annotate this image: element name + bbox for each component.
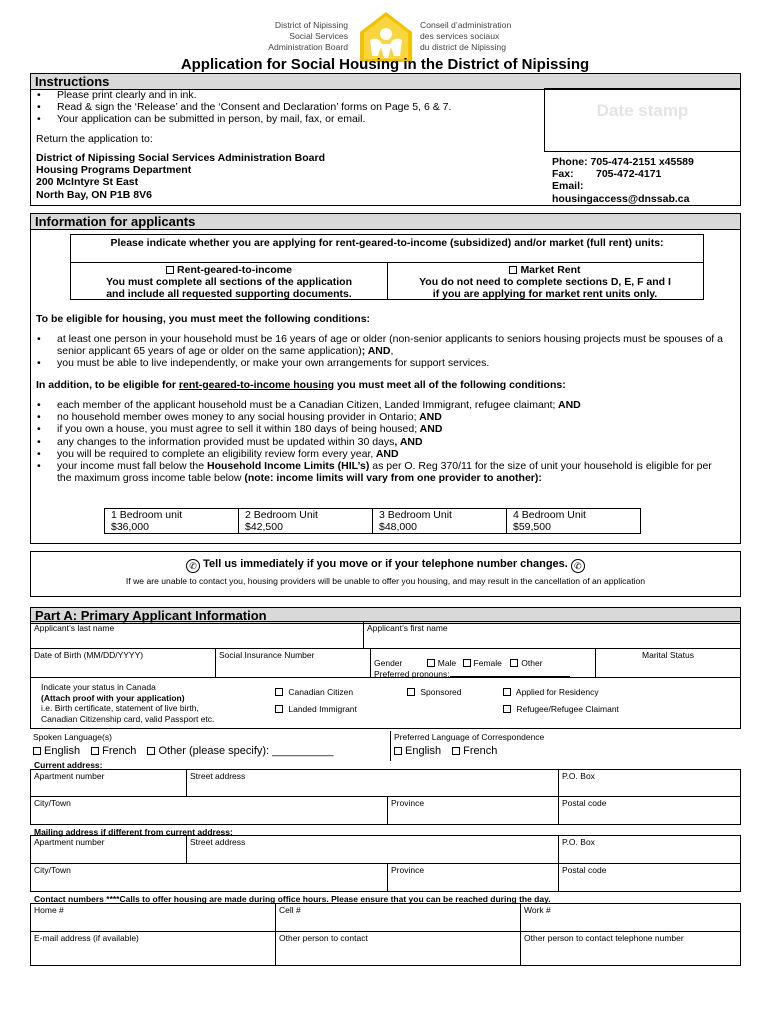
return-label: Return the application to:: [36, 133, 153, 145]
notice-main: [31, 558, 740, 573]
rgi-checkbox[interactable]: [166, 266, 174, 274]
contact-numbers-label: Contact numbers ****Calls to offer housing are made during office hours. Please ensure that you can be reached during the day.: [34, 894, 551, 904]
rgi-label: Rent-geared-to-income: [177, 264, 292, 276]
email-label: Email:: [552, 180, 584, 193]
item-bold: AND: [417, 423, 443, 436]
landed-immigrant-checkbox[interactable]: [275, 705, 283, 713]
email-value: housingaccess@dnssab.ca: [552, 192, 690, 205]
heading-text: you must meet all of the following conditions:: [334, 379, 566, 391]
option-label: Applied for Residency: [515, 687, 599, 697]
field-label: Apartment number: [34, 837, 105, 847]
item-bold: ; AND: [361, 345, 391, 358]
male-label: Male: [437, 658, 457, 668]
home-phone-field[interactable]: [30, 903, 276, 932]
status-option[interactable]: [503, 687, 599, 697]
field-label: P.O. Box: [562, 771, 595, 781]
org-line: Administration Board: [268, 42, 348, 52]
option-label: French: [102, 745, 137, 757]
option-label: Refugee/Refugee Claimant: [516, 704, 619, 714]
market-option[interactable]: [389, 264, 701, 301]
female-label: Female: [473, 658, 502, 668]
gender-label: Gender: [374, 658, 403, 668]
phone-icon: ✆: [186, 559, 200, 573]
spoken-french-checkbox[interactable]: [91, 747, 99, 755]
unit-cell: [239, 509, 373, 534]
rgi-note: and include all requested supporting documents.: [106, 288, 352, 301]
unit-label: 3 Bedroom Unit: [379, 509, 452, 521]
fax-value: 705-472-4171: [596, 168, 662, 181]
unit-type-question: Please indicate whether you are applying for rent-geared-to-income (subsidized) and/or market (full rent) units:: [110, 237, 664, 249]
option-label: English: [405, 745, 442, 757]
refugee-checkbox[interactable]: [503, 705, 511, 713]
mailing-postal-field[interactable]: [558, 863, 741, 892]
list-item: • you must be able to live independently, or make your own arrangements for support services.: [34, 357, 724, 369]
status-option[interactable]: [407, 687, 462, 697]
field-label: Other person to contact: [279, 933, 368, 943]
spoken-english-checkbox[interactable]: [33, 747, 41, 755]
option-label: Other (please specify): __________: [158, 745, 334, 757]
status-option[interactable]: [275, 687, 353, 697]
item-text: your income must fall below the: [57, 460, 207, 473]
pronouns-label: Preferred pronouns:: [374, 669, 450, 679]
field-label: Postal code: [562, 865, 607, 875]
item-text: ,: [390, 345, 394, 358]
applicants-info-heading: Information for applicants: [30, 213, 741, 230]
mailing-city-field[interactable]: [30, 863, 388, 892]
notice-main-text: Tell us immediately if you move or if your telephone number changes.: [203, 558, 568, 570]
first-name-field[interactable]: [363, 621, 741, 649]
field-label: City/Town: [34, 798, 71, 808]
current-province-field[interactable]: [387, 796, 559, 825]
field-label: Province: [391, 865, 425, 875]
option-label: Canadian Citizen: [288, 687, 354, 697]
org-name-french: [420, 20, 550, 53]
email-field[interactable]: [30, 931, 276, 966]
date-stamp-label: Date stamp: [596, 101, 689, 120]
mailing-po-box-field[interactable]: [558, 835, 741, 864]
option-label: Sponsored: [420, 687, 462, 697]
address-line: Housing Programs Department: [36, 164, 192, 177]
address-line: 200 McIntyre St East: [36, 176, 139, 189]
unit-limit: $48,000: [379, 521, 417, 533]
org-line: des services sociaux: [420, 31, 500, 41]
market-label: Market Rent: [520, 264, 581, 276]
current-po-box-field[interactable]: [558, 769, 741, 797]
rgi-conditions-list: [34, 399, 714, 484]
market-note: You do not need to complete sections D, E, F and I: [419, 276, 671, 289]
list-item: [34, 436, 714, 448]
income-limits-table: [104, 508, 641, 534]
unit-cell: [105, 509, 239, 534]
mailing-address-label: Mailing address if different from current address:: [34, 827, 233, 837]
option-label: Landed Immigrant: [288, 704, 357, 714]
status-option[interactable]: [275, 704, 357, 714]
notice-box: [30, 551, 741, 597]
current-street-field[interactable]: [186, 769, 559, 797]
mailing-province-field[interactable]: [387, 863, 559, 892]
current-postal-field[interactable]: [558, 796, 741, 825]
other-gender-label: Other: [521, 658, 543, 668]
unit-label: 1 Bedroom unit: [111, 509, 183, 521]
item-text: as per O. Reg 370/11 for the size of unit your household is eligible for per the maximum gross income table below: [57, 460, 712, 485]
notice-sub: If we are unable to contact you, housing providers will be unable to offer you housing, and may result in the cancellation of an application: [125, 576, 646, 586]
item-bold: (note: income limits will vary from one provider to another):: [244, 472, 542, 485]
work-phone-field[interactable]: [520, 903, 741, 932]
mailing-apartment-field[interactable]: [30, 835, 187, 864]
instructions-list: [34, 89, 544, 126]
dob-field[interactable]: [30, 648, 216, 678]
item-bold: AND: [416, 411, 442, 424]
eligibility-list: [34, 333, 724, 370]
list-item: [34, 399, 714, 411]
current-address-label: Current address:: [34, 760, 103, 770]
applied-residency-checkbox[interactable]: [503, 688, 511, 696]
corr-french-checkbox[interactable]: [452, 747, 460, 755]
item-bold: Household Income Limits (HIL’s): [206, 460, 370, 473]
status-label: Indicate your status in Canada: [41, 682, 156, 692]
current-apartment-field[interactable]: [30, 769, 187, 797]
list-item: [34, 423, 714, 435]
last-name-field[interactable]: [30, 621, 364, 649]
field-label: Street address: [190, 837, 246, 847]
item-text: if you own a house, you must agree to sell it within 180 days of being housed;: [57, 423, 418, 436]
male-checkbox[interactable]: [427, 659, 435, 667]
field-label: Preferred Language of Correspondence: [394, 732, 545, 742]
item-bold: AND: [555, 399, 581, 411]
option-label: French: [463, 745, 498, 757]
instructions-heading: Instructions: [30, 73, 741, 90]
phone-label: Phone:: [552, 156, 588, 168]
address-line: North Bay, ON P1B 8V6: [36, 188, 152, 201]
field-label: Applicant’s first name: [367, 623, 448, 633]
status-option[interactable]: [503, 704, 619, 714]
option-label: English: [44, 745, 81, 757]
market-checkbox[interactable]: [509, 266, 517, 274]
unit-label: 2 Bedroom Unit: [245, 509, 318, 521]
unit-limit: $59,500: [513, 521, 551, 533]
item-text: at least one person in your household must be 16 years of age or older (non-senior applicants to seniors housing projects must be spouses of a senior applicant 65 years of age or older on the same application): [57, 333, 723, 358]
part-a-heading: Part A: Primary Applicant Information: [30, 607, 741, 624]
page-title: Application for Social Housing in the District of Nipissing: [180, 56, 590, 73]
correspondence-language-field: [390, 731, 741, 761]
other-contact-phone-field[interactable]: [520, 931, 741, 966]
heading-text: In addition, to be eligible for: [36, 379, 179, 391]
heading-underline: rent-geared-to-income housing: [178, 379, 335, 391]
status-proof: (Attach proof with your application): [41, 692, 185, 703]
item-text: each member of the applicant household must be a Canadian Citizen, Landed Immigrant, refugee claimant;: [57, 399, 556, 411]
list-item: [34, 460, 714, 484]
field-label: Province: [391, 798, 425, 808]
rgi-note: You must complete all sections of the application: [105, 276, 352, 289]
phone-icon: ✆: [571, 559, 585, 573]
unit-label: 4 Bedroom Unit: [513, 509, 586, 521]
marital-status-field[interactable]: [595, 648, 741, 678]
list-item: [34, 333, 724, 357]
field-label: Street address: [190, 771, 246, 781]
field-label: Applicant’s last name: [34, 623, 115, 633]
field-label: Apartment number: [34, 771, 105, 781]
address-line: District of Nipissing Social Services Administration Board: [36, 152, 326, 164]
spoken-other-checkbox[interactable]: [147, 747, 155, 755]
field-label: Marital Status: [642, 650, 694, 660]
unit-limit: $42,500: [245, 521, 283, 533]
org-line: Conseil d’administration: [420, 20, 512, 30]
date-stamp-box[interactable]: [544, 88, 741, 152]
org-line: District of Nipissing: [274, 20, 348, 30]
spoken-language-field: [30, 731, 391, 761]
list-item: • Please print clearly and in ink.: [34, 89, 544, 101]
item-bold: , AND: [394, 435, 423, 448]
rgi-conditions-heading: [36, 379, 566, 391]
sin-field[interactable]: [215, 648, 371, 678]
unit-type-box: [70, 234, 704, 300]
field-label: Postal code: [562, 798, 607, 808]
item-text: any changes to the information provided must be updated within 30 days: [57, 435, 395, 448]
item-text: you will be required to complete an eligibility review form every year,: [57, 447, 374, 460]
contact-block: [552, 156, 742, 205]
status-in-canada-field: [30, 677, 741, 729]
market-note: if you are applying for market rent units only.: [432, 288, 658, 301]
unit-cell: [373, 509, 507, 534]
rgi-option[interactable]: [73, 264, 385, 301]
status-example: Canadian Citizenship card, valid Passport etc.: [41, 713, 215, 724]
corr-english-checkbox[interactable]: [394, 747, 402, 755]
field-label: Work #: [524, 905, 551, 915]
org-line: Social Services: [289, 31, 348, 41]
other-gender-checkbox[interactable]: [510, 659, 518, 667]
field-label: City/Town: [34, 865, 71, 875]
field-label: Spoken Language(s): [33, 732, 112, 742]
org-name-english: [236, 20, 348, 53]
return-address: [36, 152, 456, 201]
unit-limit: $36,000: [111, 521, 149, 533]
sponsored-checkbox[interactable]: [407, 688, 415, 696]
field-label: Date of Birth (MM/DD/YYYY): [34, 650, 144, 660]
field-label: P.O. Box: [562, 837, 595, 847]
field-label: E-mail address (if available): [34, 933, 139, 943]
canadian-citizen-checkbox[interactable]: [275, 688, 283, 696]
other-contact-field[interactable]: [275, 931, 521, 966]
list-item: • Read & sign the ‘Release’ and the ‘Consent and Declaration’ forms on Page 5, 6 & 7.: [34, 101, 544, 113]
phone-value: 705-474-2151 x45589: [590, 156, 694, 168]
list-item: • Your application can be submitted in person, by mail, fax, or email.: [34, 113, 544, 125]
list-item: [34, 411, 714, 423]
current-city-field[interactable]: [30, 796, 388, 825]
field-label: Cell #: [279, 905, 301, 915]
org-line: du district de Nipissing: [420, 42, 506, 52]
list-item: [34, 448, 714, 460]
item-bold: AND: [373, 447, 399, 460]
status-example: i.e. Birth certificate, statement of live birth,: [41, 703, 199, 713]
table-row: [105, 509, 641, 534]
field-label: Social Insurance Number: [219, 650, 315, 660]
female-checkbox[interactable]: [463, 659, 471, 667]
field-label: Other person to contact telephone number: [524, 933, 684, 943]
unit-cell: [507, 509, 641, 534]
item-text: no household member owes money to any social housing provider in Ontario;: [57, 411, 417, 424]
cell-phone-field[interactable]: [275, 903, 521, 932]
mailing-street-field[interactable]: [186, 835, 559, 864]
gender-field[interactable]: [370, 648, 596, 678]
fax-label: Fax:: [552, 168, 574, 181]
eligibility-heading: To be eligible for housing, you must meet the following conditions:: [36, 313, 371, 325]
field-label: Home #: [34, 905, 64, 915]
